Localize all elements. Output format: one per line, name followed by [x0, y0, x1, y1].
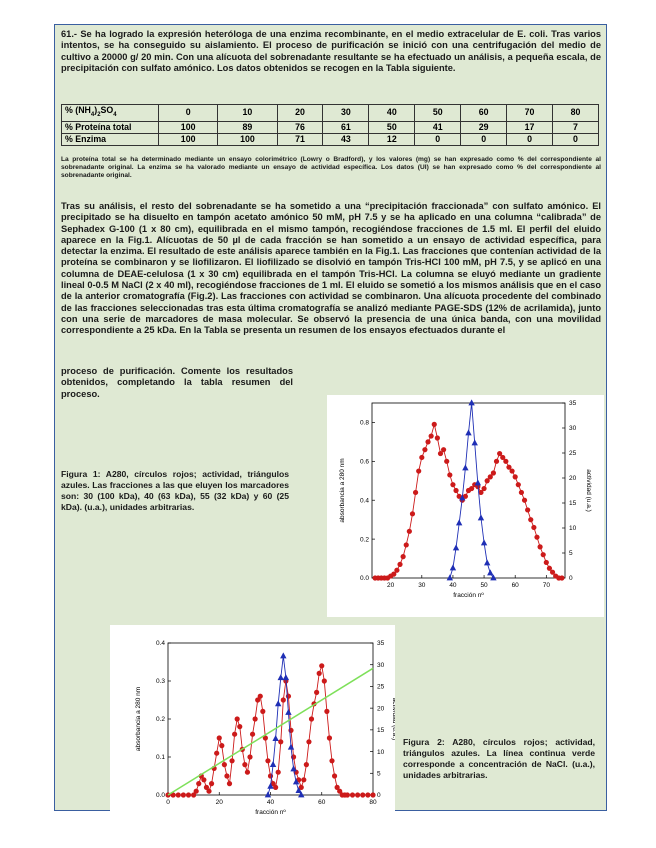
table-row: [62, 105, 599, 122]
absorbance-point: [319, 663, 324, 668]
y-axis-label: absorbancia a 280 nm: [339, 458, 346, 523]
activity-point: [465, 429, 471, 435]
activity-point: [280, 652, 286, 658]
absorbance-point: [491, 470, 496, 475]
y2-tick-label: 10: [377, 748, 385, 756]
y2-tick-label: 30: [569, 425, 577, 433]
absorbance-point: [441, 447, 446, 452]
table-cell: 71: [277, 133, 323, 145]
absorbance-point: [525, 507, 530, 512]
absorbance-point: [425, 439, 430, 444]
purification-text-end: proceso de purificación. Comente los resultados obtenidos, completando la tabla resumen del proceso.: [61, 366, 293, 399]
table-cell: 17: [507, 121, 553, 133]
table-cell: 100: [218, 133, 277, 145]
activity-point: [450, 564, 456, 570]
absorbance-point: [247, 754, 252, 759]
table-cell: 20: [277, 105, 323, 122]
y-tick-label: 0.1: [155, 754, 165, 762]
table-cell: 7: [553, 121, 599, 133]
absorbance-point: [306, 739, 311, 744]
absorbance-point: [224, 773, 229, 778]
absorbance-point: [416, 468, 421, 473]
precipitation-table: [61, 104, 599, 146]
y2-tick-label: 10: [569, 525, 577, 533]
absorbance-point: [217, 735, 222, 740]
absorbance-point: [265, 758, 270, 763]
table-note: La proteína total se ha determinado mediante un ensayo colorimétrico (Lowry o Bradford), y los valores (mg) se han expresado como % del correspondiente al sobrenadante original. La enzima se ha valorado mediante un ensayo de actividad específica. Los datos (UI) se han expresado como % del correspondiente al sobrenadante original.: [61, 156, 601, 180]
activity-point: [456, 519, 462, 525]
activity-point: [270, 761, 276, 767]
absorbance-point: [214, 751, 219, 756]
absorbance-point: [322, 678, 327, 683]
figure-2-caption: Figura 2: A280, círculos rojos; actividad, triángulos azules. La línea continua verde corresponde a concentración de NaCl. (u.a.), unidades arbitrarias.: [403, 737, 595, 780]
absorbance-point: [534, 535, 539, 540]
y2-tick-label: 15: [569, 500, 577, 508]
absorbance-point: [286, 694, 291, 699]
y-tick-label: 0.8: [359, 419, 369, 427]
absorbance-point: [229, 758, 234, 763]
x-axis-label: fracción nº: [255, 809, 286, 816]
absorbance-point: [176, 792, 181, 797]
activity-point: [288, 744, 294, 750]
absorbance-point: [350, 792, 355, 797]
table-cell: 70: [507, 105, 553, 122]
absorbance-point: [273, 785, 278, 790]
absorbance-point: [360, 792, 365, 797]
activity-point: [481, 539, 487, 545]
x-tick-label: 40: [449, 582, 457, 589]
absorbance-point: [258, 694, 263, 699]
plot-frame: [168, 643, 373, 795]
absorbance-point: [419, 455, 424, 460]
purification-text: Tras su análisis, el resto del sobrenadante se ha sometido a una “precipitación fraccionada” con sulfato amónico. El precipitado se ha disuelto en tampón acetato amónico 50 mM, pH 7.5 y se ha aplicado en una columna “calibrada” de Sephadex G-100 (1 x 80 cm), equilibrada en el mismo tampón, recogiéndose fracciones de 1.5 ml. El perfil del eluido aparece en la Fig.1. Alícuotas de 50 µl de cada fracción se han sometido a un ensayo de actividad específica, para detectar la enzima. El resultado de este análisis aparece también en la Fig.1. Las fracciones que contenían actividad de la proteína se combinaron y se liofilizaron. El liofilizado se disolvió en tampón Tris-HCl 100 mM, pH 7.5, y se aplicó en una columna de DEAE-celulosa (1 x 30 cm) equilibrada en el tampón Tris-HCl. La columna se eluyó mediante un gradiente lineal 0-0.5 M NaCl (2 x 40 ml), recogiéndose fracciones de 1 ml. El eluido se sometió a los mismos análisis que en el caso de la anterior cromatografía (Fig.2). Las fracciones con actividad se combinaron. Una alícuota procedente del combinado de las fracciones seleccionadas tras esta última cromatografía se analizó mediante PAGE-SDS (12% de acrilamida), junto con una serie de marcadores de masa molecular. Se observó la presencia de una única banda, con una movilidad correspondiente a 25 kDa. En la Tabla se presenta un resumen de los ensayos efectuados durante el: [61, 201, 601, 336]
absorbance-point: [481, 486, 486, 491]
y2-axis-label: actividad (u.a.): [391, 697, 395, 741]
absorbance-point: [194, 789, 199, 794]
absorbance-point: [410, 511, 415, 516]
activity-point: [487, 569, 493, 575]
table-cell: 0: [507, 133, 553, 145]
absorbance-point: [355, 792, 360, 797]
x-axis-label: fracción nº: [453, 592, 484, 599]
absorbance-point: [301, 777, 306, 782]
table-cell: 43: [323, 133, 369, 145]
x-tick-label: 70: [542, 582, 550, 589]
activity-point: [272, 735, 278, 741]
x-tick-label: 20: [215, 799, 223, 806]
y-axis-label: absorbancia a 280 nm: [135, 686, 142, 752]
figure-1-caption: Figura 1: A280, círculos rojos; actividad, triángulos azules. Las fracciones a las que eluyen los marcadores son: 30 (100 kDa), 40 (63 kDa), 55 (32 kDa) y 60 (25 kDa). (u.a.), unidades arbitrarias.: [61, 469, 289, 512]
activity-point: [472, 439, 478, 445]
absorbance-point: [219, 743, 224, 748]
absorbance-point: [278, 739, 283, 744]
y2-tick-label: 30: [377, 661, 385, 669]
table-cell: 0: [461, 133, 507, 145]
absorbance-point: [444, 459, 449, 464]
y2-tick-label: 5: [569, 550, 573, 558]
absorbance-point: [365, 792, 370, 797]
absorbance-point: [332, 773, 337, 778]
absorbance-point: [276, 770, 281, 775]
absorbance-point: [432, 422, 437, 427]
y-tick-label: 0.0: [359, 575, 369, 583]
absorbance-point: [407, 529, 412, 534]
absorbance-point: [422, 447, 427, 452]
y2-tick-label: 35: [569, 400, 577, 408]
absorbance-point: [237, 724, 242, 729]
absorbance-point: [537, 544, 542, 549]
table-cell: 100: [159, 133, 218, 145]
x-tick-label: 0: [166, 799, 170, 806]
table-row: [62, 133, 599, 145]
x-tick-label: 20: [387, 582, 395, 589]
figure-2-chart: [110, 625, 395, 835]
absorbance-point: [201, 777, 206, 782]
absorbance-point: [281, 697, 286, 702]
x-tick-label: 60: [511, 582, 519, 589]
absorbance-point: [196, 781, 201, 786]
absorbance-point: [181, 792, 186, 797]
absorbance-point: [404, 542, 409, 547]
table-row: [62, 121, 599, 133]
y-tick-label: 0.2: [155, 716, 165, 724]
absorbance-point: [559, 575, 564, 580]
absorbance-point: [528, 517, 533, 522]
absorbance-point: [413, 490, 418, 495]
table-cell: 30: [323, 105, 369, 122]
absorbance-point: [397, 562, 402, 567]
absorbance-point: [304, 762, 309, 767]
absorbance-point: [309, 716, 314, 721]
table-cell: 10: [218, 105, 277, 122]
activity-point: [478, 514, 484, 520]
absorbance-point: [329, 758, 334, 763]
absorbance-point: [227, 781, 232, 786]
absorbance-point: [245, 770, 250, 775]
y-tick-label: 0.0: [155, 792, 165, 800]
absorbance-point: [450, 482, 455, 487]
absorbance-point: [186, 792, 191, 797]
y2-axis-label: actividad (u.a.): [585, 469, 592, 512]
absorbance-point: [544, 560, 549, 565]
absorbance-point: [541, 552, 546, 557]
activity-point: [447, 574, 453, 580]
table-cell: 80: [553, 105, 599, 122]
absorbance-point: [522, 498, 527, 503]
absorbance-point: [429, 433, 434, 438]
x-tick-label: 80: [369, 799, 377, 806]
absorbance-point: [317, 671, 322, 676]
absorbance-point: [235, 716, 240, 721]
absorbance-point: [447, 472, 452, 477]
absorbance-point: [209, 781, 214, 786]
absorbance-point: [242, 762, 247, 767]
y-tick-label: 0.4: [359, 497, 369, 505]
absorbance-point: [516, 482, 521, 487]
absorbance-point: [513, 474, 518, 479]
absorbance-point: [370, 792, 375, 797]
table-cell: 0: [159, 105, 218, 122]
absorbance-point: [327, 735, 332, 740]
absorbance-point: [435, 435, 440, 440]
activity-point: [278, 674, 284, 680]
table-cell: 89: [218, 121, 277, 133]
table-cell: 0: [415, 133, 461, 145]
x-tick-label: 40: [266, 799, 275, 806]
y2-tick-label: 20: [377, 705, 385, 713]
absorbance-point: [509, 468, 514, 473]
x-tick-label: 50: [480, 582, 488, 589]
table-cell: 50: [415, 105, 461, 122]
y2-tick-label: 15: [377, 727, 385, 735]
absorbance-point: [206, 789, 211, 794]
absorbance-point: [531, 525, 536, 530]
absorbance-point: [401, 554, 406, 559]
absorbance-point: [253, 716, 258, 721]
y-tick-label: 0.6: [359, 458, 369, 466]
absorbance-point: [314, 690, 319, 695]
row-header: % Proteína total: [62, 121, 159, 133]
y-tick-label: 0.4: [155, 640, 165, 648]
y-tick-label: 0.3: [155, 678, 165, 686]
y2-tick-label: 25: [569, 450, 577, 458]
table-cell: 60: [461, 105, 507, 122]
y2-tick-label: 20: [569, 475, 577, 483]
activity-point: [468, 399, 474, 405]
absorbance-point: [394, 568, 399, 573]
figure-1-chart: [327, 395, 604, 617]
problem-statement: 61.- Se ha logrado la expresión heteróloga de una enzima recombinante, en el medio extracelular de E. coli. Tras varios intentos, se ha conseguido su aislamiento. El proceso de purificación se inició con una centrifugación del medio de cultivo a 20000 g/ 20 min. Con una alícuota del sobrenadante resultante se ha efectuado un análisis, a pequeña escala, de precipitación con sulfato amónico. Los datos obtenidos se recogen en la Tabla siguiente.: [61, 29, 601, 73]
table-cell: 50: [369, 121, 415, 133]
table-cell: 0: [553, 133, 599, 145]
y2-tick-label: 0: [569, 575, 573, 583]
y2-tick-label: 5: [377, 770, 381, 778]
table-cell: 40: [369, 105, 415, 122]
table-cell: 41: [415, 121, 461, 133]
problem-frame: [54, 24, 607, 816]
y-tick-label: 0.2: [359, 536, 369, 544]
absorbance-point: [519, 490, 524, 495]
absorbance-point: [250, 732, 255, 737]
row-header: % Enzima: [62, 133, 159, 145]
table-cell: 76: [277, 121, 323, 133]
absorbance-point: [260, 709, 265, 714]
figure-1-panel: [327, 395, 604, 617]
row-header: % $(NH_4)_2SO_4$: [62, 105, 159, 122]
y2-tick-label: 0: [377, 792, 381, 800]
activity-point: [462, 464, 468, 470]
x-tick-label: 30: [418, 582, 426, 589]
absorbance-point: [222, 762, 227, 767]
absorbance-point: [232, 732, 237, 737]
absorbance-point: [345, 792, 350, 797]
y2-tick-label: 25: [377, 683, 385, 691]
table-cell: 29: [461, 121, 507, 133]
table-cell: 61: [323, 121, 369, 133]
activity-point: [283, 674, 289, 680]
absorbance-point: [324, 709, 329, 714]
figure-2-panel: [110, 625, 395, 835]
table-cell: 12: [369, 133, 415, 145]
absorbance-point: [453, 488, 458, 493]
activity-point: [275, 700, 281, 706]
absorbance-point: [503, 459, 508, 464]
x-tick-label: 60: [318, 799, 326, 806]
activity-point: [484, 559, 490, 565]
activity-point: [285, 709, 291, 715]
table-cell: 100: [159, 121, 218, 133]
y2-tick-label: 35: [377, 640, 385, 648]
absorbance-point: [494, 459, 499, 464]
activity-point: [453, 544, 459, 550]
